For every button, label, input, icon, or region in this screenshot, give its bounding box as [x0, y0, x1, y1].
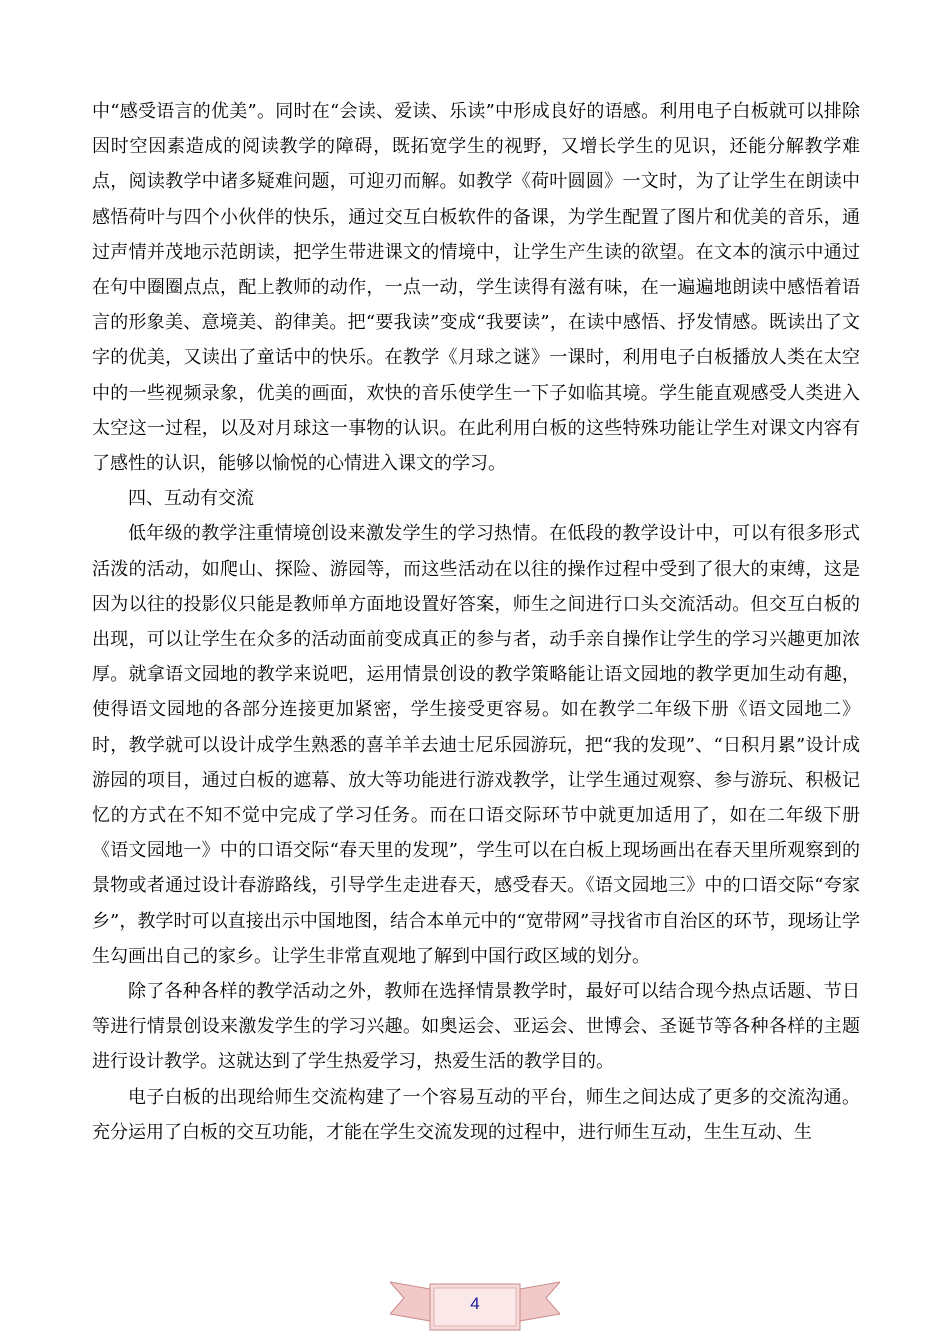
- paragraph-hot-topics: 除了各种各样的教学活动之外，教师在选择情景教学时，最好可以结合现今热点话题、节日等进行情景创设来激发学生的学习兴趣。如奥运会、亚运会、世博会、圣诞节等各种各样的主题进行设计教学。这就达到了学生热爱学习，热爱生活的教学目的。: [92, 981, 860, 1073]
- page-body: [92, 94, 860, 1150]
- paragraph-whiteboard-platform: 电子白板的出现给师生交流构建了一个容易互动的平台，师生之间达成了更多的交流沟通。充分运用了白板的交互功能，才能在学生交流发现的过程中，进行师生互动，生生互动、生: [92, 1086, 860, 1143]
- paragraph-interaction: 低年级的教学注重情境创设来激发学生的学习热情。在低段的教学设计中，可以有很多形式活泼的活动，如爬山、探险、游园等，而这些活动在以往的操作过程中受到了很大的束缚，这是因为以往的投影仪只能是教师单方面地设置好答案，师生之间进行口头交流活动。但交互白板的出现，可以让学生在众多的活动面前变成真正的参与者，动手亲自操作让学生的学习兴趣更加浓厚。就拿语文园地的教学来说吧，运用情景创设的教学策略能让语文园地的教学更加生动有趣，使得语文园地的各部分连接更加紧密，学生接受更容易。如在教学二年级下册《语文园地二》时，教学就可以设计成学生熟悉的喜羊羊去迪士尼乐园游玩，把“我的发现”、“日积月累”设计成游园的项目，通过白板的遮幕、放大等功能进行游戏教学，让学生通过观察、参与游玩、积极记忆的方式在不知不觉中完成了学习任务。而在口语交际环节中就更加适用了，如在二年级下册《语文园地一》中的口语交际“春天里的发现”，学生可以在白板上现场画出在春天里所观察到的景物或者通过设计春游路线，引导学生走进春天，感受春天。《语文园地三》中的口语交际“夸家乡”，教学时可以直接出示中国地图，结合本单元中的“宽带网”寻找省市自治区的环节，现场让学生勾画出自己的家乡。让学生非常直观地了解到中国行政区域的划分。: [92, 523, 860, 967]
- page-footer: [390, 1270, 560, 1336]
- page-number: 4: [470, 1294, 480, 1313]
- paragraph-continued: 中“感受语言的优美”。同时在“会读、爱读、乐读”中形成良好的语感。利用电子白板就可以排除因时空因素造成的阅读教学的障碍，既拓宽学生的视野，又增长学生的见识，还能分解教学难点，阅读教学中诸多疑难问题，可迎刃而解。如教学《荷叶圆圆》一文时，为了让学生在朗读中感悟荷叶与四个小伙伴的快乐，通过交互白板软件的备课，为学生配置了图片和优美的音乐，通过声情并茂地示范朗读，把学生带进课文的情境中，让学生产生读的欲望。在文本的演示中通过在句中圈圈点点，配上教师的动作，一点一动，学生读得有滋有味，在一遍遍地朗读中感悟着语言的形象美、意境美、韵律美。把“要我读”变成“我要读”，在读中感悟、抒发情感。既读出了文字的优美，又读出了童话中的快乐。在教学《月球之谜》一课时，利用电子白板播放人类在太空中的一些视频录象，优美的画面，欢快的音乐使学生一下子如临其境。学生能直观感受人类进入太空这一过程，以及对月球这一事物的认识。在此利用白板的这些特殊功能让学生对课文内容有了感性的认识，能够以愉悦的心情进入课文的学习。: [92, 101, 860, 475]
- section-heading: 四、互动有交流: [128, 488, 254, 510]
